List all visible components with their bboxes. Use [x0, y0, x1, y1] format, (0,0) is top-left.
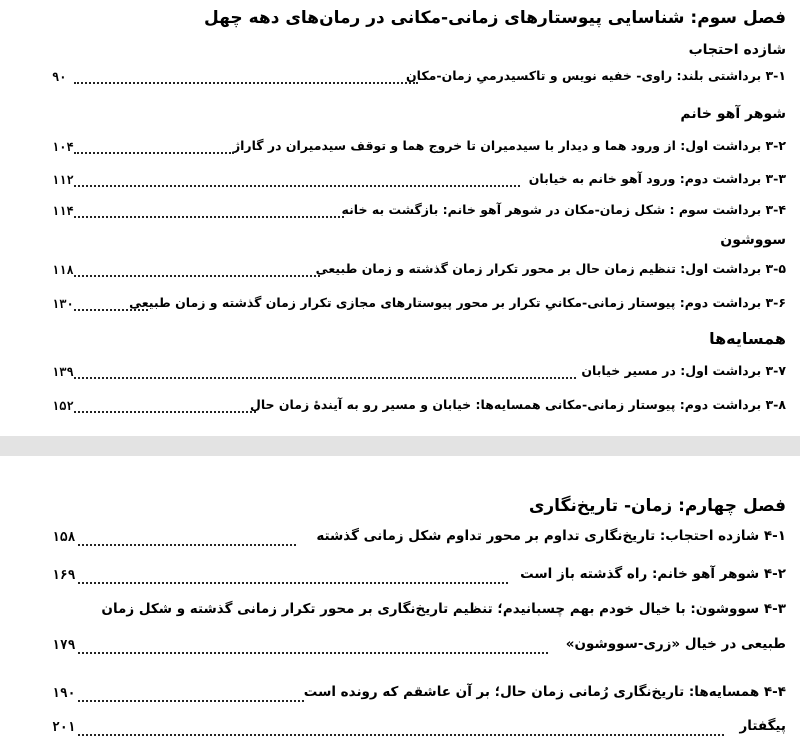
- dot-leader: [78, 582, 508, 584]
- dot-leader: [78, 700, 304, 702]
- section-title-shohar-ahoo: شوهر آهو خانم: [680, 106, 786, 122]
- page-gap: [0, 436, 800, 456]
- toc-entry-4-3-line2: طبیعی در خیال «زری-سووشون»: [565, 636, 786, 652]
- toc-entry-3-3: ۳-۳ برداشت دوم: ورود آهو خانم به خیابان: [528, 171, 786, 186]
- dot-leader: [74, 275, 320, 277]
- chapter-3-title: فصل سوم: شناسایی پیوستارهای زمانی-مکانی در رمان‌های دهه چهل: [204, 8, 786, 28]
- page-number: ۱۱۲: [52, 173, 74, 187]
- section-title-hamsayeha: همسایه‌ها: [709, 329, 786, 348]
- toc-entry-3-4: ۳-۴ برداشت سوم : شکل زمان-مکان در شوهر آهو خانم: بازگشت به خانه: [341, 202, 786, 217]
- toc-entry-epilogue: پیگفتار: [739, 718, 786, 734]
- page-number: ۱۳۹: [52, 365, 74, 379]
- toc-entry-4-2: ۴-۲ شوهر آهو خانم: راه گذشته باز است: [520, 566, 786, 582]
- dot-leader: [74, 411, 256, 413]
- dot-leader: [78, 652, 548, 654]
- page-number: ۱۵۲: [52, 399, 74, 413]
- toc-entry-4-1: ۴-۱ شازده احتجاب: تاریخ‌نگاری تداوم بر محور تداوم شکل زمانی گذشته: [316, 528, 786, 544]
- dot-leader: [78, 544, 296, 546]
- dot-leader: [74, 377, 576, 379]
- page-number: ۱۹۰: [52, 686, 76, 701]
- page-number: ۱۱۴: [52, 204, 74, 218]
- section-title-shazdeh: شازده احتجاب: [688, 42, 786, 58]
- dot-leader: [78, 734, 724, 736]
- section-title-suvashun: سووشون: [720, 232, 786, 248]
- toc-page-2: [0, 456, 800, 746]
- page-number: ۹۰: [52, 70, 67, 84]
- dot-leader: [74, 82, 418, 84]
- dot-leader: [74, 216, 344, 218]
- page-number: ۲۰۱: [52, 720, 76, 735]
- dot-leader: [74, 152, 234, 154]
- page-number: ۱۵۸: [52, 530, 76, 545]
- page-number: ۱۳۰: [52, 297, 74, 311]
- chapter-4-title: فصل چهارم: زمان- تاریخ‌نگاری: [528, 496, 786, 516]
- toc-entry-3-6: ۳-۶ برداشت دوم: پیوستار زمانی-مکانیِ تکرار بر محور پیوستارهای مجازی تکرار زمان گذشته و زمان طبیعی: [129, 295, 786, 310]
- toc-entry-3-2: ۳-۲ برداشت اول: از ورود هما و دیدار با سیدمیران تا خروج هما و توقف سیدمیران در گاراژ: [232, 138, 786, 153]
- page-number: ۱۰۴: [52, 140, 74, 154]
- dot-leader: [74, 185, 520, 187]
- toc-entry-3-8: ۳-۸ برداشت دوم: پیوستار زمانی-مکانی همسایه‌ها: خیابان و مسیر رو به آیندۀ زمان حال: [249, 397, 786, 412]
- page-number: ۱۷۹: [52, 638, 76, 653]
- toc-entry-3-7: ۳-۷ برداشت اول: در مسیر خیابان: [581, 363, 786, 378]
- toc-entry-3-5: ۳-۵ برداشت اول: تنظیم زمان حال بر محور تکرار زمان گذشته و زمان طبیعی: [315, 261, 786, 276]
- toc-entry-4-4: ۴-۴ همسایه‌ها: تاریخ‌نگاری رُمانی زمان حال؛ بر آن عاشقم که رونده است: [303, 684, 786, 700]
- toc-entry-4-3: ۴-۳ سووشون: با خیال خودم بهم چسبانیدم؛ تنظیم تاریخ‌نگاری بر محور تکرار زمانی گذشته و شکل زمان: [101, 601, 786, 617]
- page-number: ۱۱۸: [52, 263, 74, 277]
- page-number: ۱۶۹: [52, 568, 76, 583]
- dot-leader: [74, 309, 148, 311]
- toc-entry-3-1: ۳-۱ برداشتی بلند: راوی- خفیه نویس و تاکسیدرمیِ زمان-مکان: [406, 68, 786, 83]
